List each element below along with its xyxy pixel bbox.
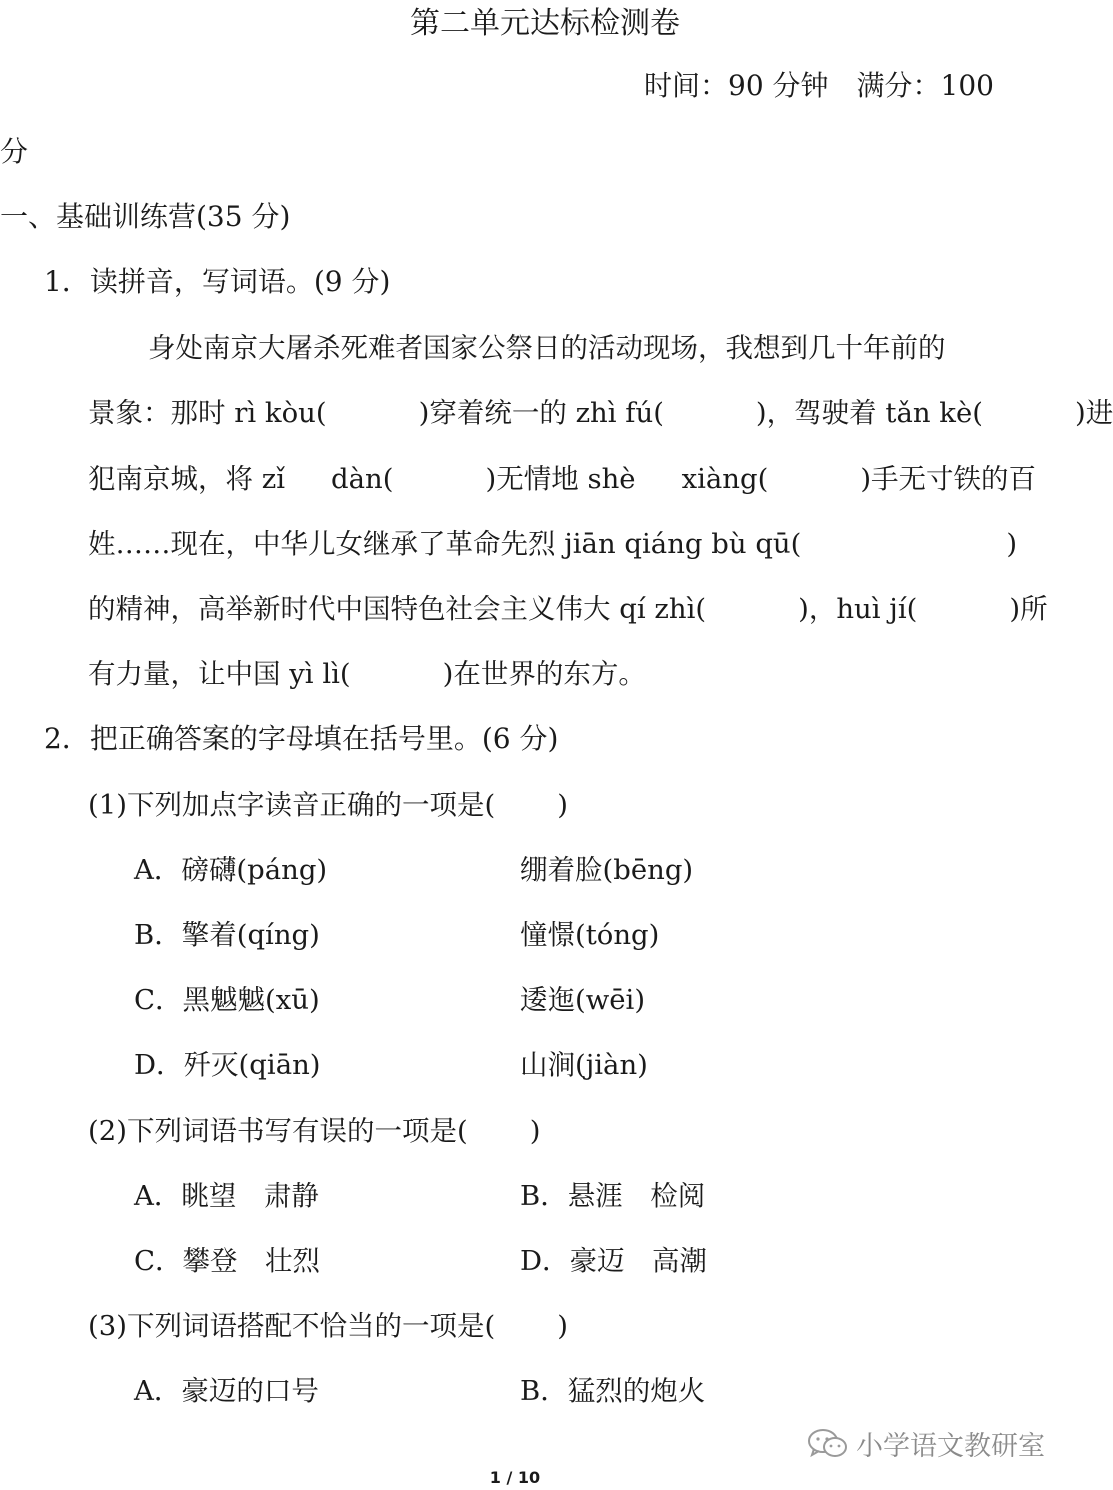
option-text: 磅礴(páng) xyxy=(181,854,328,886)
q2-sub1-prompt xyxy=(88,782,568,822)
option-letter: D． xyxy=(520,1245,570,1277)
option-text: 黑魆魆(xū) xyxy=(182,984,320,1016)
q1-text: xiàng( xyxy=(681,463,769,495)
option-text: 擎着(qíng) xyxy=(181,919,320,951)
option-letter: B． xyxy=(134,919,182,951)
sub-question-text: (2)下列词语书写有误的一项是( xyxy=(88,1115,468,1147)
option-text: 攀登 壮烈 xyxy=(182,1245,321,1277)
option-text: 豪迈的口号 xyxy=(181,1375,319,1407)
wechat-icon xyxy=(806,1427,850,1461)
option-c xyxy=(134,977,320,1017)
option-a xyxy=(134,847,327,887)
option-letter: B． xyxy=(520,1375,568,1407)
q1-text: )无情地 shè xyxy=(485,463,636,495)
option-a xyxy=(134,1173,319,1213)
q1-text: 的精神，高举新时代中国特色社会主义伟大 qí zhì( xyxy=(88,593,707,625)
option-d-right: 山涧(jiàn) xyxy=(520,1049,648,1081)
option-d xyxy=(134,1042,321,1082)
q1-text: 姓……现在，中华儿女继承了革命先烈 jiān qiáng bù qū( xyxy=(88,528,802,560)
option-letter: D． xyxy=(134,1049,184,1081)
option-letter: A． xyxy=(134,854,182,886)
score-unit: 分 xyxy=(0,135,29,168)
exam-meta xyxy=(644,64,994,104)
option-b-right: 憧憬(tóng) xyxy=(520,919,660,951)
sub-question-text: ) xyxy=(529,1115,541,1147)
option-b xyxy=(134,912,320,952)
option-letter: C． xyxy=(134,984,183,1016)
q1-text: 身处南京大屠杀死难者国家公祭日的活动现场，我想到几十年前的 xyxy=(148,332,946,364)
sub-question-text: ) xyxy=(557,789,568,821)
q1-line-3 xyxy=(88,456,1036,496)
q1-text: )手无寸铁的百 xyxy=(860,463,1037,495)
option-letter: A． xyxy=(134,1180,182,1212)
q1-line-1 xyxy=(148,325,946,365)
option-letter: B． xyxy=(520,1180,568,1212)
page-number: 1 / 10 xyxy=(489,1468,541,1487)
q1-line-6 xyxy=(88,651,646,691)
option-c-right: 逶迤(wēi) xyxy=(520,984,646,1016)
q1-line-2 xyxy=(88,390,1113,430)
q1-text: 有力量，让中国 yì lì( xyxy=(88,658,351,690)
full-score: 满分：100 xyxy=(856,69,994,102)
question-1-heading: 1．读拼音，写词语。(9 分) xyxy=(44,265,391,298)
option-letter: A． xyxy=(134,1375,182,1407)
page-title: 第二单元达标检测卷 xyxy=(410,6,680,41)
q1-text: 景象：那时 rì kòu( xyxy=(88,397,327,429)
option-d xyxy=(520,1238,707,1278)
q1-text: )，驾驶着 tǎn kè( xyxy=(755,397,983,429)
time-limit: 时间：90 分钟 xyxy=(644,69,829,102)
question-2-heading: 2．把正确答案的字母填在括号里。(6 分) xyxy=(44,722,559,755)
q1-text: )所 xyxy=(1009,593,1048,625)
q1-text: )穿着统一的 zhì fú( xyxy=(418,397,664,429)
q1-text: ) xyxy=(1006,528,1018,560)
option-text: 眺望 肃静 xyxy=(181,1180,319,1212)
q2-sub2-prompt xyxy=(88,1108,540,1148)
option-a xyxy=(134,1368,319,1408)
option-text: 歼灭(qiān) xyxy=(183,1049,321,1081)
q1-line-5 xyxy=(88,586,1048,626)
watermark xyxy=(806,1424,1045,1463)
option-text: 悬涯 检阅 xyxy=(567,1180,706,1212)
section-heading: 一、基础训练营(35 分) xyxy=(0,200,291,233)
q2-sub3-prompt xyxy=(88,1303,568,1343)
sub-question-text: (3)下列词语搭配不恰当的一项是( xyxy=(88,1310,496,1342)
sub-question-text: (1)下列加点字读音正确的一项是( xyxy=(88,789,496,821)
watermark-text: 小学语文教研室 xyxy=(856,1431,1045,1462)
option-text: 豪迈 高潮 xyxy=(569,1245,708,1277)
q1-text: )进 xyxy=(1074,397,1113,429)
q1-text: )，huì jí( xyxy=(798,593,918,625)
q1-line-4 xyxy=(88,521,1017,561)
q1-text: dàn( xyxy=(331,463,394,495)
option-a-right: 绷着脸(bēng) xyxy=(520,854,694,886)
option-letter: C． xyxy=(134,1245,183,1277)
q1-text: 犯南京城，将 zǐ xyxy=(88,463,286,495)
q1-text: )在世界的东方。 xyxy=(442,658,646,690)
option-text: 猛烈的炮火 xyxy=(567,1375,706,1407)
option-c xyxy=(134,1238,320,1278)
option-b xyxy=(520,1173,705,1213)
sub-question-text: ) xyxy=(557,1310,568,1342)
option-b xyxy=(520,1368,705,1408)
